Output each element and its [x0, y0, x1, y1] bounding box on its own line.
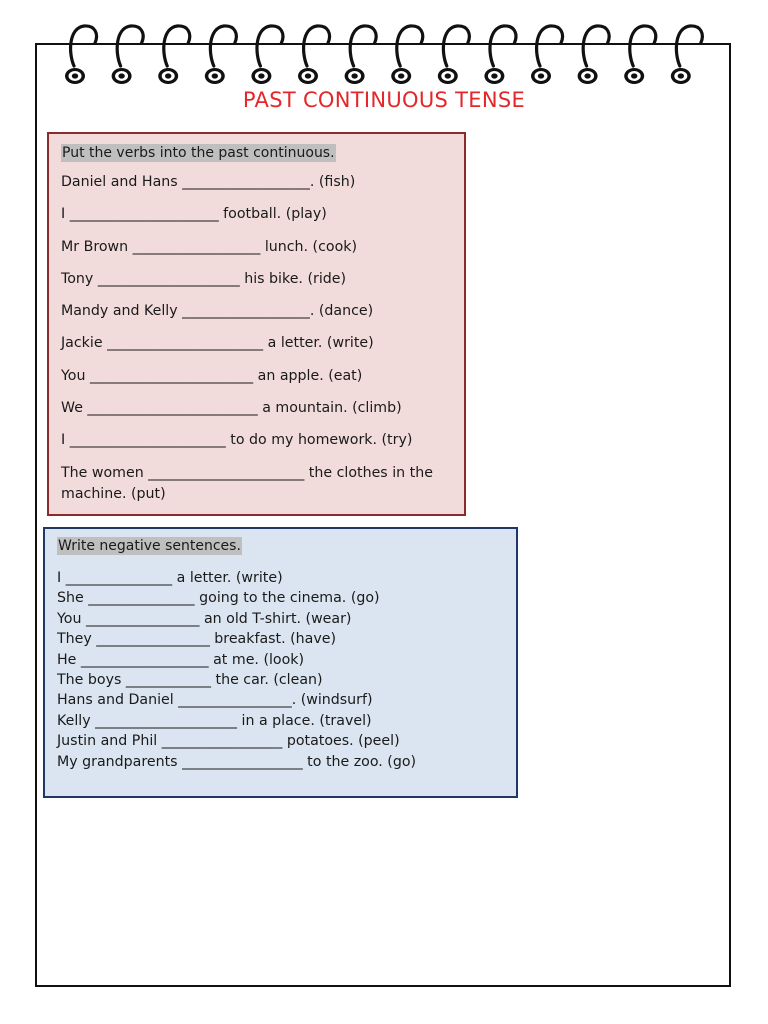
exercise-1-line[interactable]: You _______________________ an apple. (eat): [61, 367, 363, 384]
exercise-1-line[interactable]: Mr Brown __________________ lunch. (cook): [61, 238, 358, 255]
exercise-2-line[interactable]: Hans and Daniel ________________. (windsurf): [57, 692, 373, 709]
exercise-2-line[interactable]: I _______________ a letter. (write): [57, 570, 283, 586]
exercise-2-line[interactable]: She _______________ going to the cinema. (go): [57, 590, 380, 607]
exercise-1-line[interactable]: Daniel and Hans __________________. (fish): [61, 174, 356, 190]
exercise-1-line[interactable]: Jackie ______________________ a letter. (write): [61, 335, 374, 352]
exercise-2-line[interactable]: He __________________ at me. (look): [57, 651, 305, 668]
exercise-1-line[interactable]: I ______________________ to do my homework. (try): [61, 432, 413, 449]
exercise-2-instruction: Write negative sentences.: [58, 538, 241, 554]
exercise-2-line[interactable]: My grandparents _________________ to the zoo. (go): [57, 753, 417, 770]
exercise-2-line[interactable]: You ________________ an old T-shirt. (wear): [57, 610, 352, 627]
exercise-2-line[interactable]: Justin and Phil _________________ potatoes. (peel): [57, 733, 400, 750]
exercise-2-box: [43, 527, 518, 798]
exercise-2-line[interactable]: They ________________ breakfast. (have): [57, 631, 337, 648]
exercise-1-box: [47, 132, 466, 516]
exercise-2-line[interactable]: The boys ____________ the car. (clean): [57, 672, 323, 689]
exercise-1-line[interactable]: Tony ____________________ his bike. (ride): [61, 270, 347, 287]
exercise-1-instruction: Put the verbs into the past continuous.: [62, 145, 335, 161]
exercise-1-line[interactable]: Mandy and Kelly __________________. (dance): [61, 303, 374, 320]
exercise-1-line[interactable]: I _____________________ football. (play): [61, 206, 327, 223]
exercise-2-line[interactable]: Kelly ____________________ in a place. (travel): [57, 712, 372, 729]
exercise-1-line[interactable]: We ________________________ a mountain. (climb): [61, 400, 402, 417]
page-title: PAST CONTINUOUS TENSE: [242, 88, 526, 112]
exercise-1-line[interactable]: The women ______________________ the clothes in the machine. (put): [61, 464, 433, 502]
